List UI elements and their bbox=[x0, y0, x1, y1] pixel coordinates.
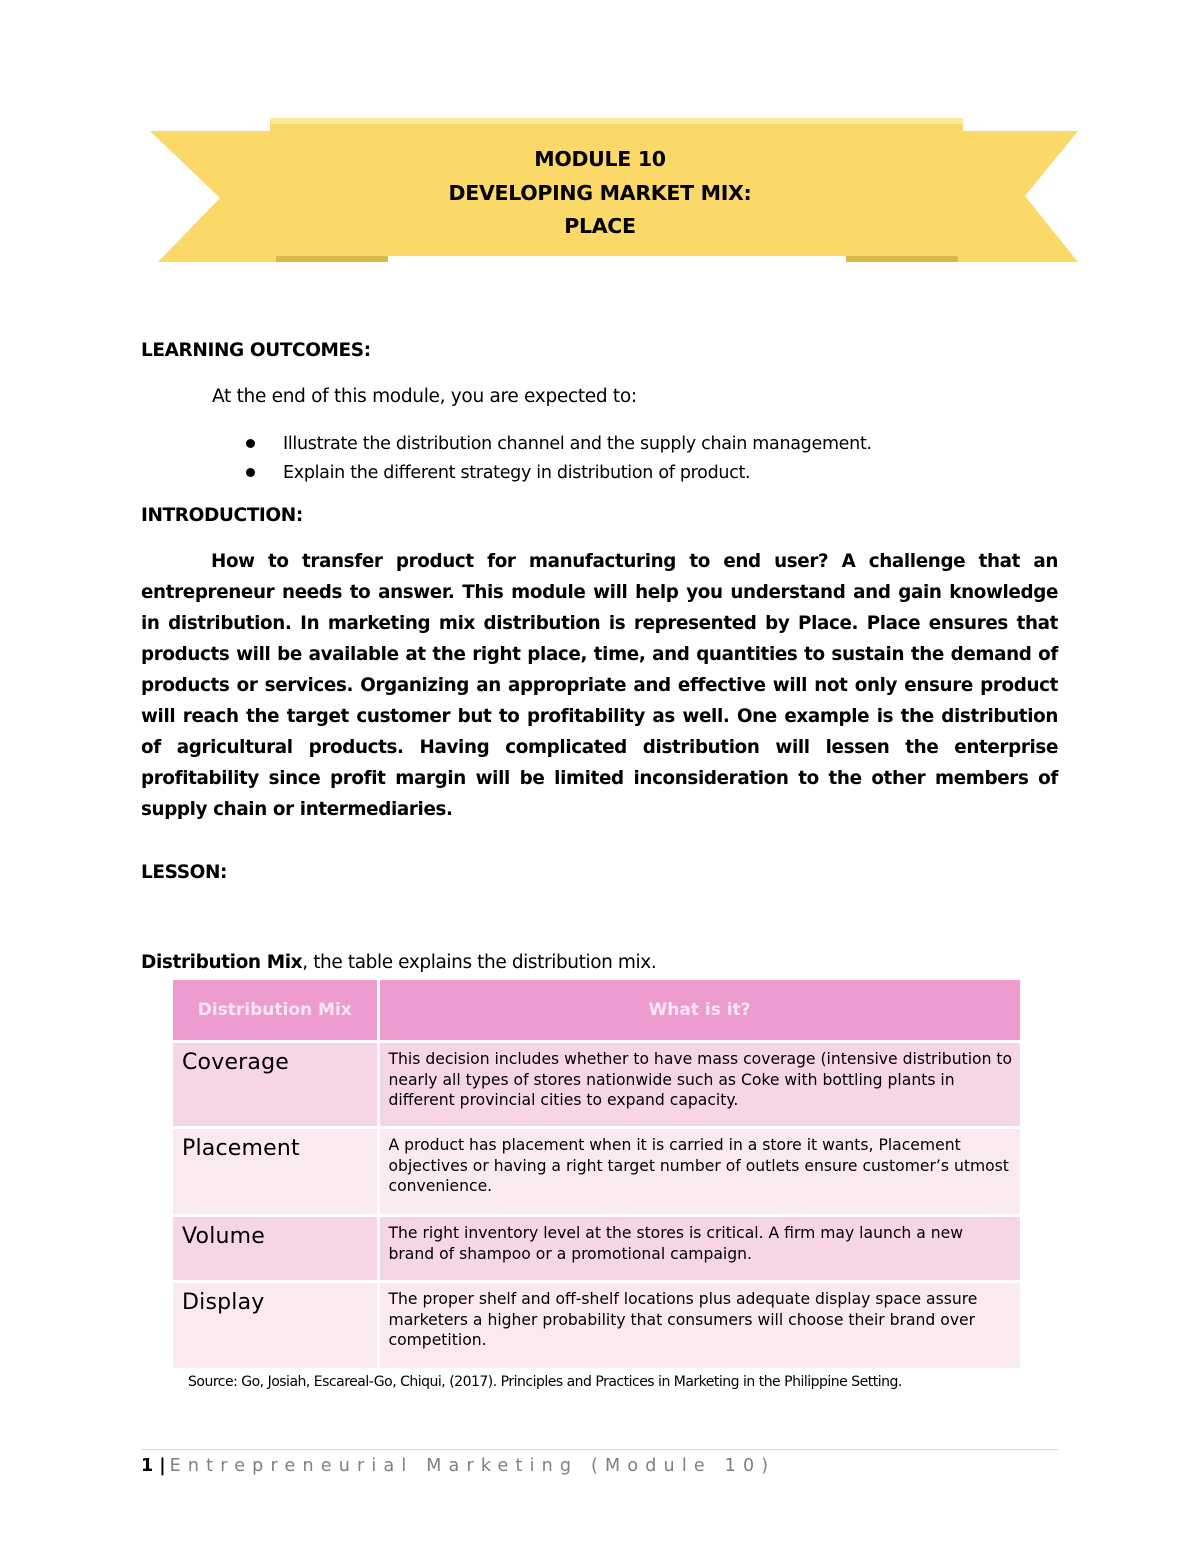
mix-description: This decision includes whether to have mass coverage (intensive distribution to nearly all types of stores nationwide such as Coke with bottling plants in different provincial cities to expand capacity. bbox=[388, 1050, 1013, 1109]
learning-outcomes-list bbox=[243, 430, 872, 488]
table-caption-term: Distribution Mix bbox=[141, 952, 303, 973]
bullet-icon bbox=[246, 439, 255, 448]
learning-outcomes-heading: LEARNING OUTCOMES: bbox=[141, 340, 371, 361]
distribution-mix-table bbox=[173, 980, 1021, 1368]
introduction-heading: INTRODUCTION: bbox=[141, 505, 303, 526]
mix-description: The proper shelf and off-shelf locations plus adequate display space assure marketers a higher probability that consumers will choose their brand over competition. bbox=[388, 1290, 978, 1349]
lesson-heading: LESSON: bbox=[141, 862, 228, 883]
learning-outcomes-lead: At the end of this module, you are expected to: bbox=[212, 386, 637, 407]
page-number: 1 bbox=[141, 1456, 154, 1476]
bullet-icon bbox=[246, 468, 255, 477]
mix-name: Placement bbox=[182, 1136, 300, 1161]
footer-title: Entrepreneurial Marketing (Module 10) bbox=[169, 1456, 776, 1476]
table-caption-text: , the table explains the distribution mix. bbox=[302, 952, 657, 973]
table-header-mix: Distribution Mix bbox=[173, 980, 378, 1042]
footer-separator: | bbox=[159, 1456, 166, 1476]
mix-name: Coverage bbox=[182, 1050, 290, 1075]
list-item: Illustrate the distribution channel and the supply chain management. bbox=[243, 430, 872, 459]
footer-divider bbox=[141, 1449, 1058, 1450]
mix-description: The right inventory level at the stores is critical. A firm may launch a new brand of shampoo or a promotional campaign. bbox=[388, 1224, 963, 1263]
mix-name: Volume bbox=[182, 1224, 266, 1249]
module-subtitle: DEVELOPING MARKET MIX: bbox=[448, 180, 752, 205]
table-row bbox=[173, 1128, 1021, 1216]
list-item: Explain the different strategy in distribution of product. bbox=[243, 459, 872, 488]
module-number: MODULE 10 bbox=[534, 147, 666, 171]
mix-description: A product has placement when it is carried in a store it wants, Placement objectives or having a right target number of outlets ensure customer’s utmost convenience. bbox=[388, 1136, 1009, 1195]
table-row bbox=[173, 1282, 1021, 1368]
table-row bbox=[173, 1042, 1021, 1128]
module-title bbox=[150, 143, 1050, 244]
table-caption bbox=[141, 952, 656, 973]
page-footer bbox=[141, 1456, 775, 1476]
mix-name: Display bbox=[182, 1290, 265, 1315]
introduction-paragraph: How to transfer product for manufacturing to end user? A challenge that an entrepreneur needs to answer. This module will help you understand and gain knowledge in distribution. In marketing mix distribution is represented by Place. Place ensures that products will be available at the right place, time, and quantities to sustain the demand of products or services. Organizing an appropriate and effective will not only ensure product will reach the target customer but to profitability as well. One example is the distribution of agricultural products. Having complicated distribution will lessen the enterprise profitability since profit margin will be limited inconsideration to the other members of supply chain or intermediaries. bbox=[141, 551, 1058, 820]
module-topic: PLACE bbox=[564, 214, 636, 238]
table-header-what: What is it? bbox=[378, 980, 1021, 1042]
table-source: Source: Go, Josiah, Escareal-Go, Chiqui, (2017). Principles and Practices in Marketing in the Philippine Setting. bbox=[188, 1374, 902, 1390]
table-row bbox=[173, 1216, 1021, 1282]
